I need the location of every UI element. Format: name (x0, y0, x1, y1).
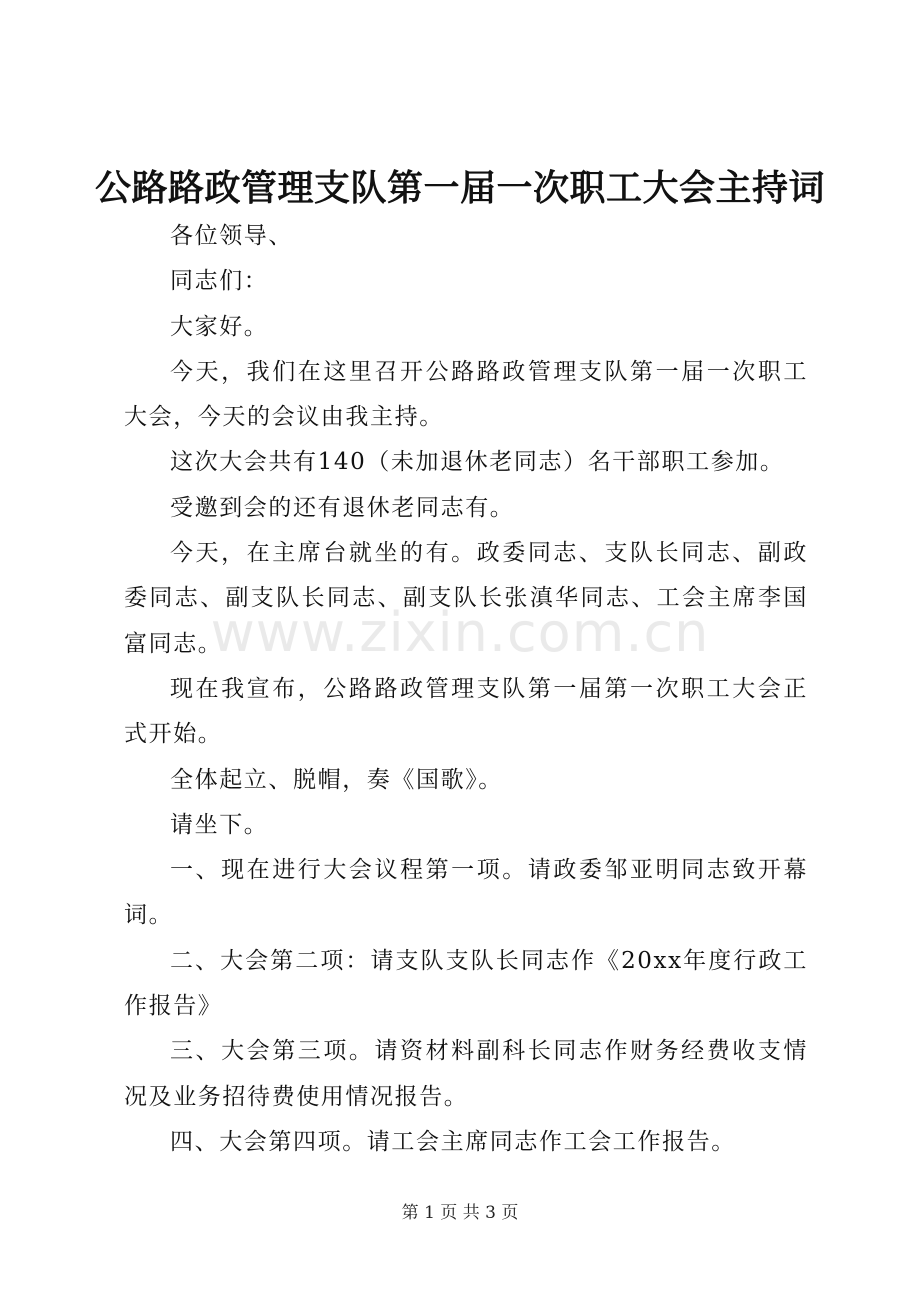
paragraph: 三、大会第三项。请资材料副科长同志作财务经费收支情况及业务招待费使用情况报告。 (124, 1038, 808, 1110)
page-footer: 第 1 页 共 3 页 (401, 1203, 519, 1223)
paragraph: 二、大会第二项：请支队支队长同志作《20xx年度行政工作报告》 (124, 947, 808, 1020)
paragraph: 大家好。 (170, 313, 269, 340)
paragraph: 同志们： (170, 268, 269, 295)
paragraph: 这次大会共有140（未加退休老同志）名干部职工参加。 (170, 449, 785, 476)
paragraph: 全体起立、脱帽，奏《国歌》。 (170, 766, 503, 793)
document-title: 公路路政管理支队第一届一次职工大会主持词 (94, 167, 825, 209)
watermark: www.zixin.com.cn (210, 601, 710, 664)
paragraph: 今天，我们在这里召开公路路政管理支队第一届一次职工大会，今天的会议由我主持。 (124, 358, 808, 431)
document-body (124, 214, 808, 1165)
paragraph: 现在我宣布，公路路政管理支队第一届第一次职工大会正式开始。 (124, 675, 808, 748)
paragraph: 四、大会第四项。请工会主席同志作工会工作报告。 (170, 1128, 736, 1155)
paragraph: 今天，在主席台就坐的有。政委同志、支队长同志、副政委同志、副支队长同志、副支队长张滇华同志、工会主席李国富同志。 (124, 540, 808, 657)
paragraph: 一、现在进行大会议程第一项。请政委邹亚明同志致开幕词。 (124, 857, 808, 929)
paragraph: 受邀到会的还有退休老同志有。 (170, 494, 515, 521)
paragraph: 请坐下。 (170, 811, 269, 838)
paragraph: 各位领导、 (170, 223, 293, 249)
